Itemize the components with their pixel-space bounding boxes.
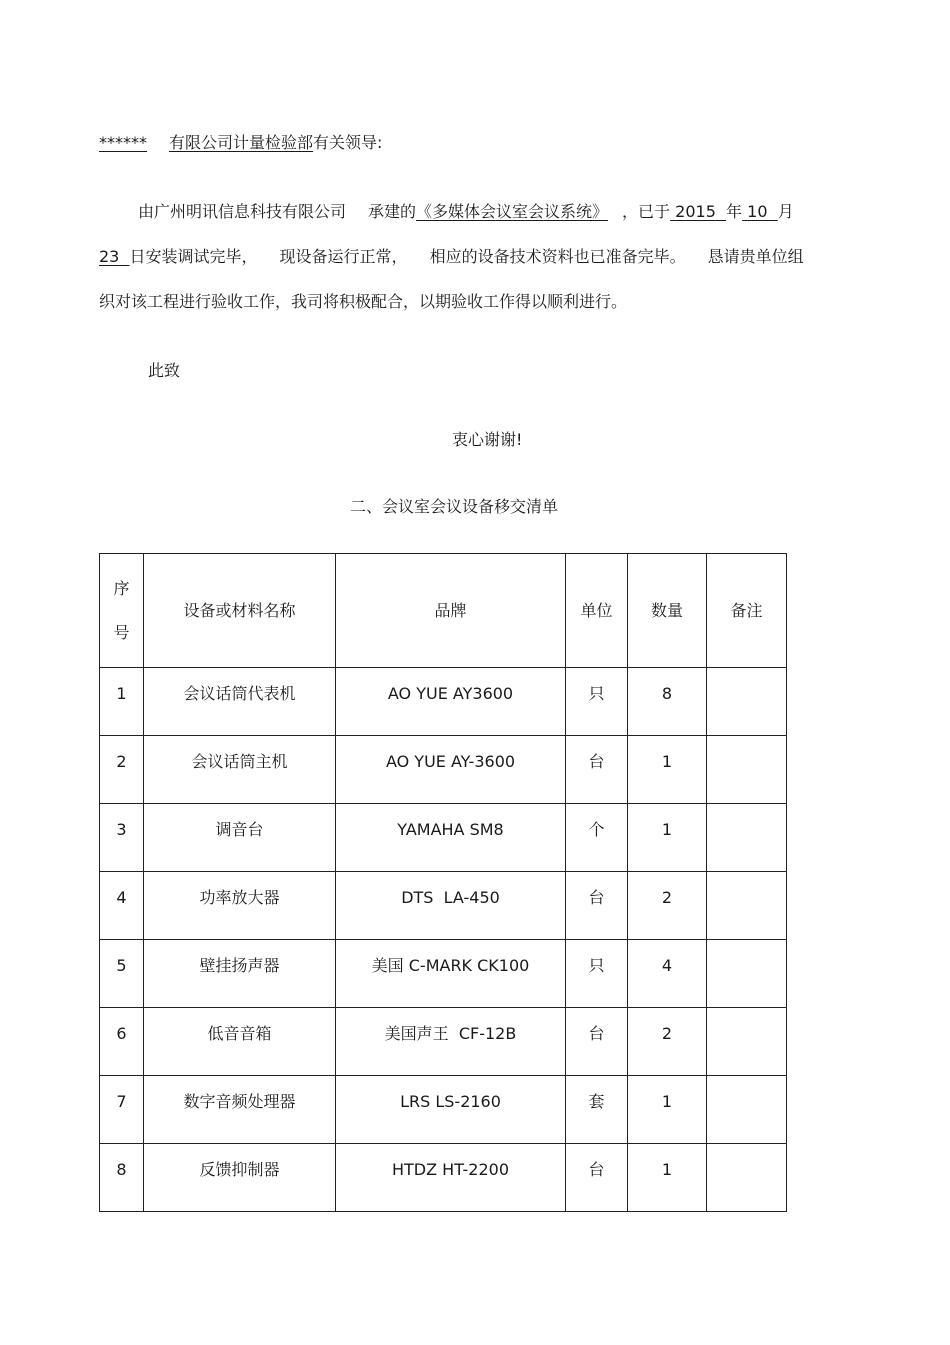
table-row [100, 804, 787, 872]
header-brand: 品牌 [336, 554, 566, 668]
cell-note [707, 1076, 787, 1144]
cell-brand: YAMAHA SM8 [336, 804, 566, 872]
text-request: 恳请贵单位组 [707, 247, 804, 266]
cell-unit: 套 [566, 1076, 628, 1144]
text-already: ，已于 [622, 202, 671, 221]
cell-name: 功率放大器 [144, 872, 336, 940]
cell-qty: 2 [628, 872, 707, 940]
greeting-org: 有限公司计量检验部 [169, 133, 314, 152]
cell-qty: 1 [628, 804, 707, 872]
letter-paragraph-line-2 [99, 247, 804, 267]
greeting-stars: ****** [99, 133, 147, 152]
text-built: 承建的 [368, 202, 417, 221]
table-row [100, 736, 787, 804]
table-row [100, 1076, 787, 1144]
text-running: 现设备运行正常， [279, 247, 408, 266]
table-row [100, 1008, 787, 1076]
cell-seq: 3 [100, 804, 144, 872]
cell-name: 会议话筒主机 [144, 736, 336, 804]
equipment-table [99, 553, 787, 1212]
letter-regards: 此致 [148, 361, 181, 380]
cell-brand: AO YUE AY3600 [336, 668, 566, 736]
cell-note [707, 736, 787, 804]
cell-brand: AO YUE AY-3600 [336, 736, 566, 804]
cell-unit: 只 [566, 940, 628, 1008]
cell-name: 壁挂扬声器 [144, 940, 336, 1008]
cell-note [707, 804, 787, 872]
cell-qty: 1 [628, 1144, 707, 1212]
table-row [100, 872, 787, 940]
header-qty: 数量 [628, 554, 707, 668]
cell-name: 反馈抑制器 [144, 1144, 336, 1212]
cell-note [707, 940, 787, 1008]
header-name: 设备或材料名称 [144, 554, 336, 668]
cell-qty: 2 [628, 1008, 707, 1076]
table-row [100, 668, 787, 736]
cell-qty: 8 [628, 668, 707, 736]
table-row [100, 1144, 787, 1212]
cell-name: 调音台 [144, 804, 336, 872]
table-row [100, 940, 787, 1008]
header-seq: 序 号 [100, 554, 144, 668]
greeting-rest: 有关领导: [313, 133, 383, 152]
cell-qty: 1 [628, 1076, 707, 1144]
project-name: 《多媒体会议室会议系统》 [416, 202, 609, 221]
month-field: 10 [747, 202, 768, 221]
cell-name: 数字音频处理器 [144, 1076, 336, 1144]
cell-seq: 8 [100, 1144, 144, 1212]
cell-name: 会议话筒代表机 [144, 668, 336, 736]
cell-name: 低音音箱 [144, 1008, 336, 1076]
day-field: 23 [99, 247, 120, 266]
text-installed: 日安装调试完毕， [129, 247, 258, 266]
letter-paragraph-line-3: 织对该工程进行验收工作，我司将积极配合，以期验收工作得以顺利进行。 [99, 292, 628, 311]
header-note: 备注 [707, 554, 787, 668]
table-title: 二、会议室会议设备移交清单 [350, 497, 559, 516]
text-month: 月 [777, 202, 794, 221]
letter-greeting [99, 133, 382, 153]
contractor-name: 由广州明讯信息科技有限公司 [138, 202, 347, 221]
cell-unit: 台 [566, 1008, 628, 1076]
cell-unit: 台 [566, 736, 628, 804]
cell-qty: 1 [628, 736, 707, 804]
text-year: 年 [726, 202, 743, 221]
greeting-addressee [99, 133, 313, 152]
cell-brand: LRS LS-2160 [336, 1076, 566, 1144]
cell-seq: 1 [100, 668, 144, 736]
cell-seq: 7 [100, 1076, 144, 1144]
cell-seq: 4 [100, 872, 144, 940]
table-header-row [100, 554, 787, 668]
cell-brand: DTS LA-450 [336, 872, 566, 940]
letter-paragraph-line-1 [138, 202, 794, 222]
header-unit: 单位 [566, 554, 628, 668]
cell-note [707, 1008, 787, 1076]
cell-seq: 2 [100, 736, 144, 804]
cell-brand: 美国声王 CF-12B [336, 1008, 566, 1076]
cell-unit: 台 [566, 1144, 628, 1212]
letter-thanks: 衷心谢谢! [452, 430, 523, 449]
cell-unit: 台 [566, 872, 628, 940]
cell-unit: 只 [566, 668, 628, 736]
cell-unit: 个 [566, 804, 628, 872]
cell-qty: 4 [628, 940, 707, 1008]
year-field: 2015 [675, 202, 716, 221]
cell-brand: HTDZ HT-2200 [336, 1144, 566, 1212]
cell-seq: 5 [100, 940, 144, 1008]
cell-note [707, 668, 787, 736]
cell-brand: 美国 C-MARK CK100 [336, 940, 566, 1008]
text-docs-ready: 相应的设备技术资料也已准备完毕。 [429, 247, 686, 266]
cell-note [707, 872, 787, 940]
cell-note [707, 1144, 787, 1212]
cell-seq: 6 [100, 1008, 144, 1076]
